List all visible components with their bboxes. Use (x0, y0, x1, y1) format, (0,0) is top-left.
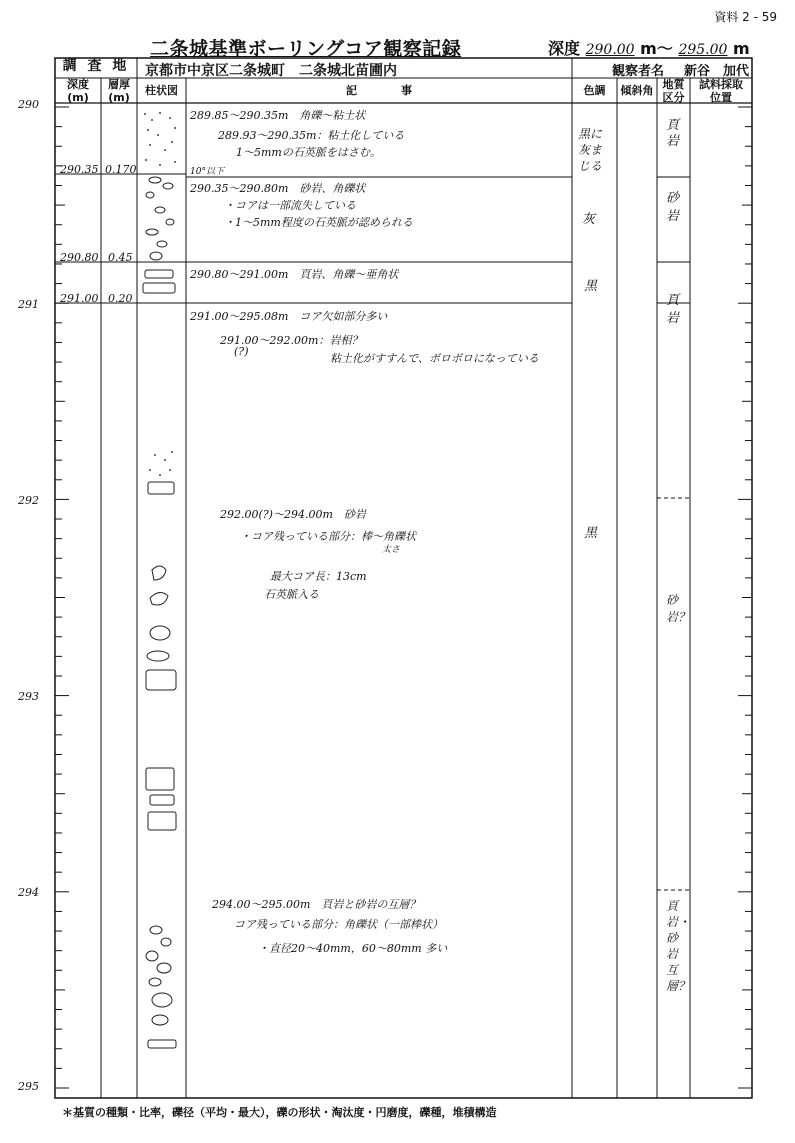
note-text: (?) (234, 345, 249, 358)
note-text: 289.93～290.35m：粘土化している (218, 129, 405, 142)
color-value: 灰 (582, 212, 596, 227)
note-text: 290.80～291.00m 頁岩、角礫～亜角状 (190, 268, 399, 281)
note-text: 石英脈入る (264, 588, 319, 601)
location-label: 調 査 地 (62, 58, 130, 74)
document-reference: 資料 2 - 59 (714, 10, 777, 24)
depth-unit-2: m (733, 39, 750, 58)
layer-thickness: 0.20 (108, 292, 133, 305)
col-sample-header: 試料採取 位置 (699, 78, 743, 104)
col-dip-header: 傾斜角 (620, 84, 654, 97)
geology-value: 砂岩 (666, 191, 680, 224)
depth-to: 295.00 (678, 42, 728, 58)
color-value: 黒 (584, 279, 598, 294)
scale-290: 290 (18, 98, 39, 111)
col-thickness-header: 層厚 (m) (108, 78, 130, 104)
col-depth-header: 深度 (m) (67, 78, 89, 104)
depth-from: 290.00 (585, 42, 635, 58)
scale-295: 295 (18, 1080, 39, 1093)
note-text: 粘土化がすすんで、ボロボロになっている (330, 352, 539, 365)
note-text: 291.00～295.08m コア欠如部分多い (190, 310, 388, 323)
note-text: 292.00(?)～294.00m 砂岩 (220, 508, 366, 521)
layer-thickness: 0.45 (108, 251, 133, 264)
note-text: ・コア残っている部分：棒～角礫状 (240, 530, 416, 543)
scale-294: 294 (18, 886, 39, 899)
core-sketches (143, 112, 176, 1048)
depth-range-label: 深度 (548, 39, 581, 58)
note-text: 太さ (382, 545, 401, 555)
note-text: 291.00～292.00m：岩相？ (220, 334, 363, 347)
scale-293: 293 (18, 690, 39, 703)
note-text: ・1～5mm程度の石英脈が認められる (224, 216, 413, 229)
observer-label: 観察者名 (612, 64, 665, 79)
geology-value: 頁岩 (666, 293, 680, 326)
geology-value: 頁岩・砂岩互層？ (666, 899, 691, 993)
color-value: 黒 (584, 526, 598, 541)
note-text: 10°以下 (190, 167, 224, 177)
layer-depth: 290.35 (60, 163, 99, 176)
footer-note: ＊基質の種類・比率，礫径（平均・最大），礫の形状・淘汰度・円磨度，礫種，堆積構造 (62, 1106, 497, 1119)
page-title: 二条城基準ボーリングコア観察記録 (150, 38, 462, 60)
col-geology-header: 地質 区分 (662, 78, 685, 104)
note-text: ・コアは一部流失している (224, 199, 356, 212)
col-color-header: 色調 (583, 84, 606, 97)
col-notes-header: 記 事 (346, 84, 412, 97)
geology-value: 頁岩 (666, 118, 680, 149)
scale-292: 292 (18, 494, 39, 507)
note-text: 最大コア長：13cm (270, 570, 367, 583)
layer-depth: 291.00 (60, 292, 99, 305)
depth-unit-1: m～ (640, 39, 673, 58)
scale-291: 291 (18, 298, 39, 311)
note-text: 1～5mmの石英脈をはさむ。 (236, 146, 381, 159)
note-text: ・直径20～40mm，60～80mm 多い (258, 942, 448, 955)
note-text: 289.85～290.35m 角礫～粘土状 (190, 109, 366, 122)
location-value: 京都市中京区二条城町 二条城北苗圃内 (145, 63, 397, 79)
note-text: コア残っている部分：角礫状（一部棒状） (234, 918, 443, 931)
layer-thickness: 0.170 (105, 163, 137, 176)
color-value: 黒に灰まじる (578, 127, 603, 173)
note-text: 290.35～290.80m 砂岩、角礫状 (190, 182, 366, 195)
observer-name: 新谷 加代 (684, 64, 750, 79)
geology-value: 砂岩？ (666, 593, 691, 624)
note-text: 294.00～295.00m 頁岩と砂岩の互層？ (212, 898, 421, 911)
col-column-chart-header: 柱状図 (145, 84, 178, 97)
layer-depth: 290.80 (60, 251, 99, 264)
